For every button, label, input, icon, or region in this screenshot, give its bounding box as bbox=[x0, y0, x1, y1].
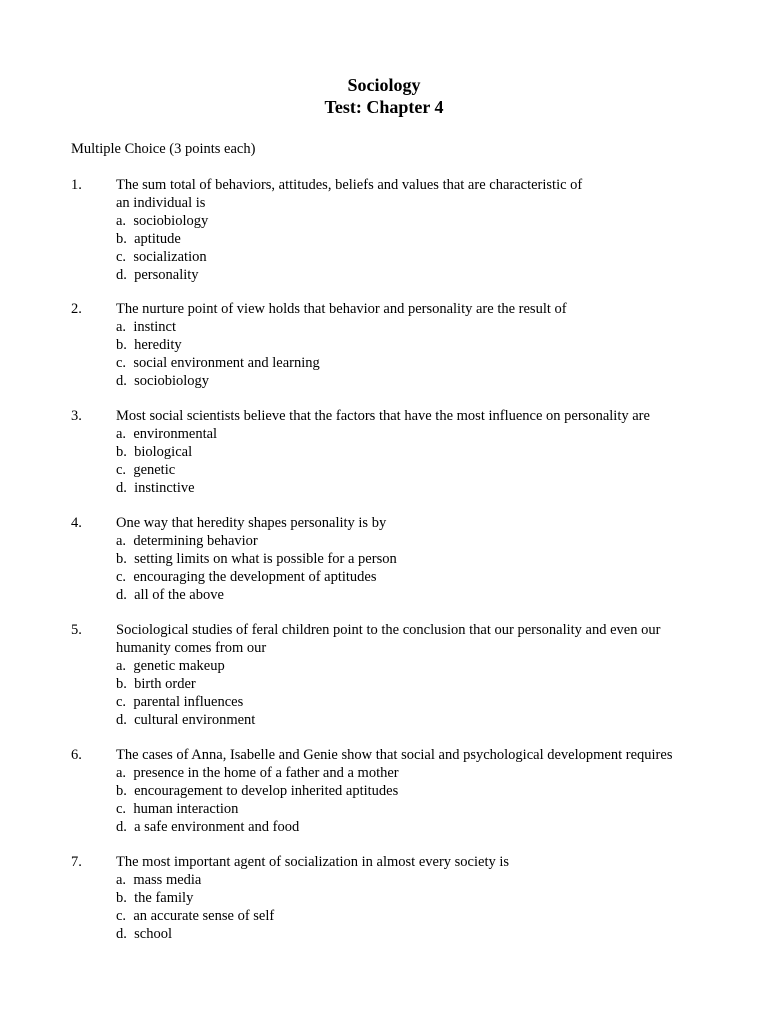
option-b bbox=[116, 443, 716, 461]
option-text: birth order bbox=[134, 676, 196, 692]
option-letter: d. bbox=[116, 373, 127, 389]
option-letter: d. bbox=[116, 819, 127, 835]
option-text: encouraging the development of aptitudes bbox=[133, 569, 377, 585]
option-b bbox=[116, 782, 716, 800]
option-letter: d. bbox=[116, 267, 127, 283]
option-text: personality bbox=[134, 267, 199, 283]
option-letter: d. bbox=[116, 926, 127, 942]
option-d bbox=[116, 711, 716, 729]
option-c bbox=[116, 461, 716, 479]
question-stem: The cases of Anna, Isabelle and Genie show that social and psychological development requires bbox=[116, 747, 673, 763]
option-letter: c. bbox=[116, 355, 127, 371]
option-c bbox=[116, 800, 716, 818]
option-a bbox=[116, 318, 716, 336]
question-number: 5. bbox=[71, 622, 82, 638]
option-text: parental influences bbox=[133, 694, 244, 710]
question-body bbox=[116, 300, 716, 390]
question-stem: The nurture point of view holds that behavior and personality are the result of bbox=[116, 301, 567, 317]
option-a bbox=[116, 212, 716, 230]
question-body bbox=[116, 514, 716, 604]
question-number: 1. bbox=[71, 177, 82, 193]
option-b bbox=[116, 230, 716, 248]
option-letter: c. bbox=[116, 801, 127, 817]
question-stem: Sociological studies of feral children point to the conclusion that our personality and even our humanity comes from our bbox=[116, 622, 661, 656]
question-number: 3. bbox=[71, 408, 82, 424]
option-d bbox=[116, 818, 716, 836]
option-c bbox=[116, 568, 716, 586]
page-title: Sociology bbox=[347, 75, 421, 95]
option-text: aptitude bbox=[134, 231, 181, 247]
option-b bbox=[116, 550, 716, 568]
option-d bbox=[116, 372, 716, 390]
option-text: all of the above bbox=[134, 587, 224, 603]
option-text: instinctive bbox=[134, 480, 195, 496]
question-body bbox=[116, 853, 716, 943]
option-letter: c. bbox=[116, 249, 127, 265]
question-stem: The most important agent of socialization in almost every society is bbox=[116, 854, 510, 870]
option-text: human interaction bbox=[133, 801, 239, 817]
option-letter: d. bbox=[116, 712, 127, 728]
option-letter: b. bbox=[116, 890, 127, 906]
option-c bbox=[116, 248, 716, 266]
option-a bbox=[116, 871, 716, 889]
option-text: an accurate sense of self bbox=[133, 908, 275, 924]
question-stem: One way that heredity shapes personality is by bbox=[116, 515, 387, 531]
option-a bbox=[116, 764, 716, 782]
question-body bbox=[116, 621, 716, 729]
section-heading: Multiple Choice (3 points each) bbox=[71, 141, 256, 157]
option-a bbox=[116, 532, 716, 550]
option-d bbox=[116, 586, 716, 604]
option-text: determining behavior bbox=[133, 533, 258, 549]
option-letter: a. bbox=[116, 533, 127, 549]
option-text: heredity bbox=[134, 337, 182, 353]
option-text: the family bbox=[134, 890, 194, 906]
option-letter: c. bbox=[116, 462, 127, 478]
option-letter: b. bbox=[116, 783, 127, 799]
option-letter: b. bbox=[116, 551, 127, 567]
option-d bbox=[116, 266, 716, 284]
option-b bbox=[116, 675, 716, 693]
question-body bbox=[116, 176, 716, 284]
option-c bbox=[116, 354, 716, 372]
option-b bbox=[116, 336, 716, 354]
option-text: mass media bbox=[133, 872, 202, 888]
option-letter: b. bbox=[116, 444, 127, 460]
question-number: 6. bbox=[71, 747, 82, 763]
option-a bbox=[116, 425, 716, 443]
option-text: genetic makeup bbox=[133, 658, 225, 674]
option-letter: a. bbox=[116, 319, 127, 335]
option-letter: d. bbox=[116, 587, 127, 603]
question-number: 2. bbox=[71, 301, 82, 317]
question-body bbox=[116, 407, 716, 497]
option-text: cultural environment bbox=[134, 712, 256, 728]
question-stem: The sum total of behaviors, attitudes, beliefs and values that are characteristic of an individual is bbox=[116, 177, 583, 211]
option-letter: a. bbox=[116, 765, 127, 781]
option-text: encouragement to develop inherited aptitudes bbox=[134, 783, 399, 799]
option-text: sociobiology bbox=[133, 213, 209, 229]
option-text: sociobiology bbox=[134, 373, 210, 389]
option-text: biological bbox=[134, 444, 193, 460]
option-letter: b. bbox=[116, 231, 127, 247]
option-a bbox=[116, 657, 716, 675]
page-subtitle: Test: Chapter 4 bbox=[324, 97, 444, 117]
option-letter: c. bbox=[116, 908, 127, 924]
option-b bbox=[116, 889, 716, 907]
option-letter: c. bbox=[116, 569, 127, 585]
question-body bbox=[116, 746, 716, 836]
option-c bbox=[116, 907, 716, 925]
option-text: socialization bbox=[133, 249, 207, 265]
option-letter: a. bbox=[116, 872, 127, 888]
question-number: 4. bbox=[71, 515, 82, 531]
option-text: environmental bbox=[133, 426, 218, 442]
option-letter: a. bbox=[116, 213, 127, 229]
option-letter: a. bbox=[116, 658, 127, 674]
option-letter: b. bbox=[116, 676, 127, 692]
option-text: social environment and learning bbox=[133, 355, 320, 371]
option-text: presence in the home of a father and a mother bbox=[133, 765, 399, 781]
option-text: genetic bbox=[133, 462, 176, 478]
option-letter: c. bbox=[116, 694, 127, 710]
option-text: school bbox=[134, 926, 172, 942]
option-letter: a. bbox=[116, 426, 127, 442]
option-text: a safe environment and food bbox=[134, 819, 300, 835]
option-text: instinct bbox=[133, 319, 177, 335]
option-c bbox=[116, 693, 716, 711]
option-d bbox=[116, 925, 716, 943]
option-letter: b. bbox=[116, 337, 127, 353]
option-d bbox=[116, 479, 716, 497]
option-letter: d. bbox=[116, 480, 127, 496]
question-stem: Most social scientists believe that the factors that have the most influence on personality are bbox=[116, 408, 650, 424]
question-number: 7. bbox=[71, 854, 82, 870]
option-text: setting limits on what is possible for a person bbox=[134, 551, 397, 567]
